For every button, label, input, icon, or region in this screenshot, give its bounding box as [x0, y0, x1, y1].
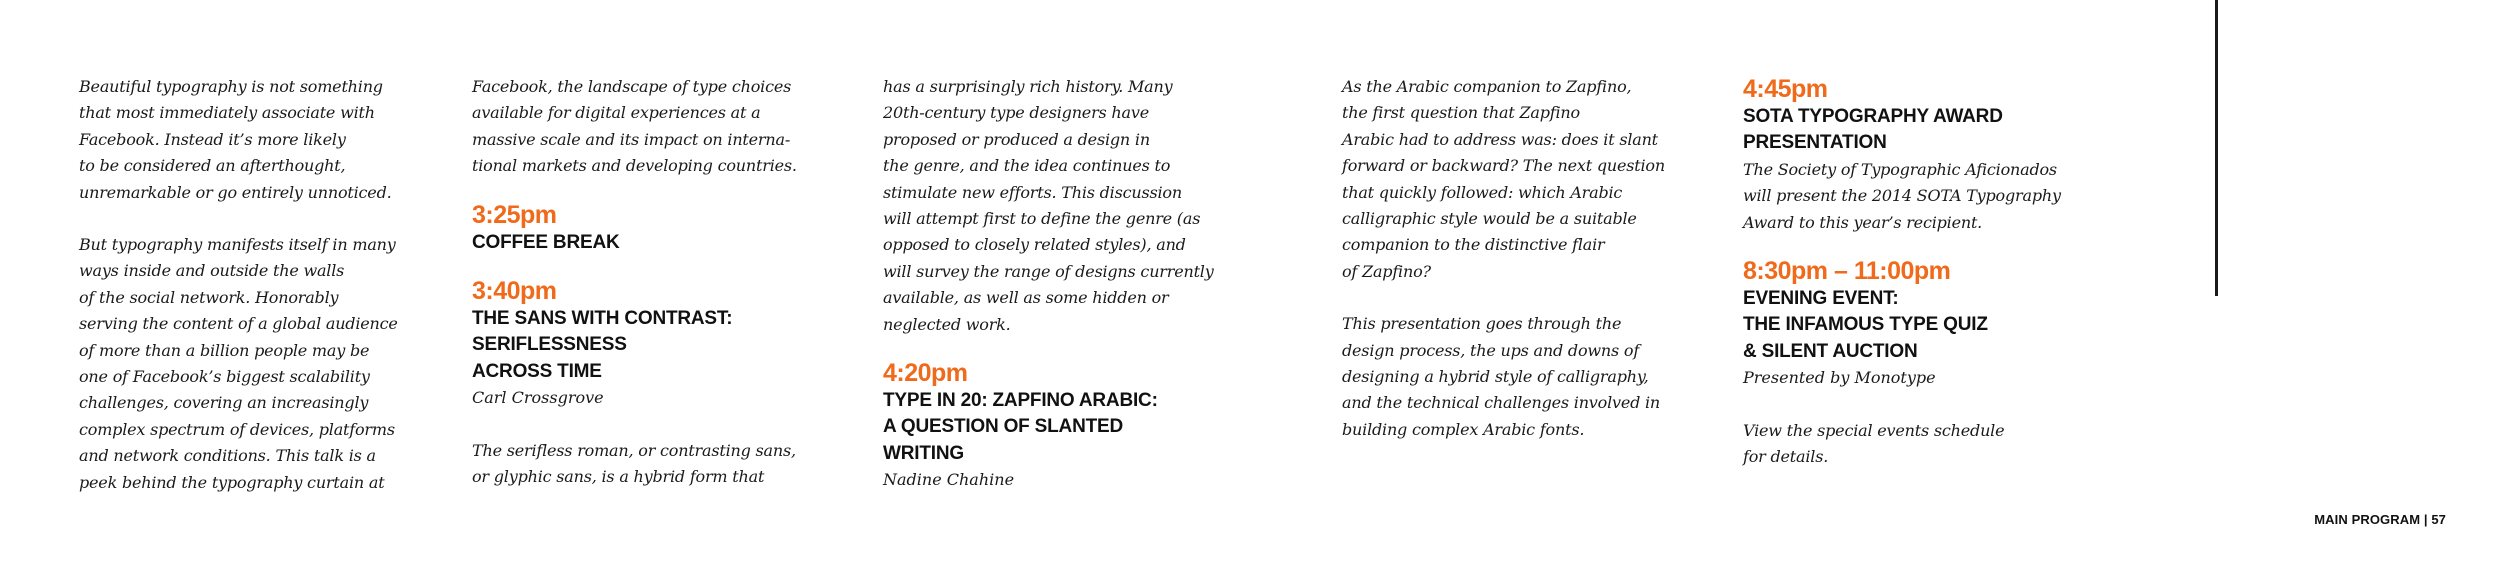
column-2 — [472, 74, 812, 490]
session-title: THE SANS WITH CONTRAST: SERIFLESSNESS ACROSS TIME — [472, 308, 733, 382]
session-title: COFFEE BREAK — [472, 231, 620, 253]
body-paragraph: Beautiful typography is not something that most immediately associate with Facebook. Instead it’s more likely to be considered an afterthought, unremarkable or go entirely unnoticed. — [79, 77, 392, 202]
page-footer: MAIN PROGRAM | 57 — [2314, 512, 2446, 527]
session-time: 4:20pm — [883, 359, 968, 388]
session-title: EVENING EVENT: THE INFAMOUS TYPE QUIZ & SILENT AUCTION — [1743, 288, 1988, 362]
session-note: View the special events schedule for details. — [1743, 420, 2005, 467]
body-paragraph: Facebook, the landscape of type choices available for digital experiences at a massive scale and its impact on interna- tional markets and developing countries. — [472, 77, 797, 176]
session-title: TYPE IN 20: ZAPFINO ARABIC: A QUESTION OF SLANTED WRITING — [883, 390, 1158, 464]
session-speaker: Presented by Monotype — [1743, 368, 1936, 388]
column-3 — [883, 74, 1223, 494]
session-title: SOTA TYPOGRAPHY AWARD PRESENTATION — [1743, 106, 2003, 154]
session-time: 3:40pm — [472, 277, 557, 306]
column-4 — [1342, 74, 1682, 443]
session-time: 3:25pm — [472, 200, 557, 229]
session-time: 4:45pm — [1743, 75, 1828, 103]
session-speaker: Nadine Chahine — [883, 470, 1015, 490]
column-1 — [79, 74, 419, 496]
body-paragraph: But typography manifests itself in many ways inside and outside the walls of the social network. Honorably serving the content of a global audience of more than a billion people may be one of Facebook’s biggest scalability challenges, covering an increasingly complex spectrum of devices, platforms and network conditions. This talk is a peek behind the typography curtain at — [79, 235, 398, 492]
session-speaker: Carl Crossgrove — [472, 388, 604, 408]
body-paragraph: The serifless roman, or contrasting sans, or glyphic sans, is a hybrid form that — [472, 440, 796, 487]
session-time: 8:30pm – 11:00pm — [1743, 257, 1951, 286]
vertical-divider — [2215, 0, 2218, 296]
body-paragraph: has a surprisingly rich history. Many 20th-century type designers have proposed or produced a design in the genre, and the idea continues to stimulate new efforts. This discussion will attempt first to define the genre (as opposed to closely related styles), and will survey the range of designs currently available, as well as some hidden or neglected work. — [883, 77, 1214, 334]
column-5 — [1743, 74, 2083, 470]
session-description: The Society of Typographic Aficionados will present the 2014 SOTA Typography Award to this year’s recipient. — [1743, 159, 2061, 232]
body-paragraph: This presentation goes through the design process, the ups and downs of designing a hybrid style of calligraphy, and the technical challenges involved in building complex Arabic fonts. — [1342, 314, 1661, 439]
body-paragraph: As the Arabic companion to Zapfino, the first question that Zapfino Arabic had to address was: does it slant forward or backward? The next question that quickly followed: which Arabic calligraphic style would be a suitable companion to the distinctive flair of Zapfino? — [1342, 77, 1665, 281]
